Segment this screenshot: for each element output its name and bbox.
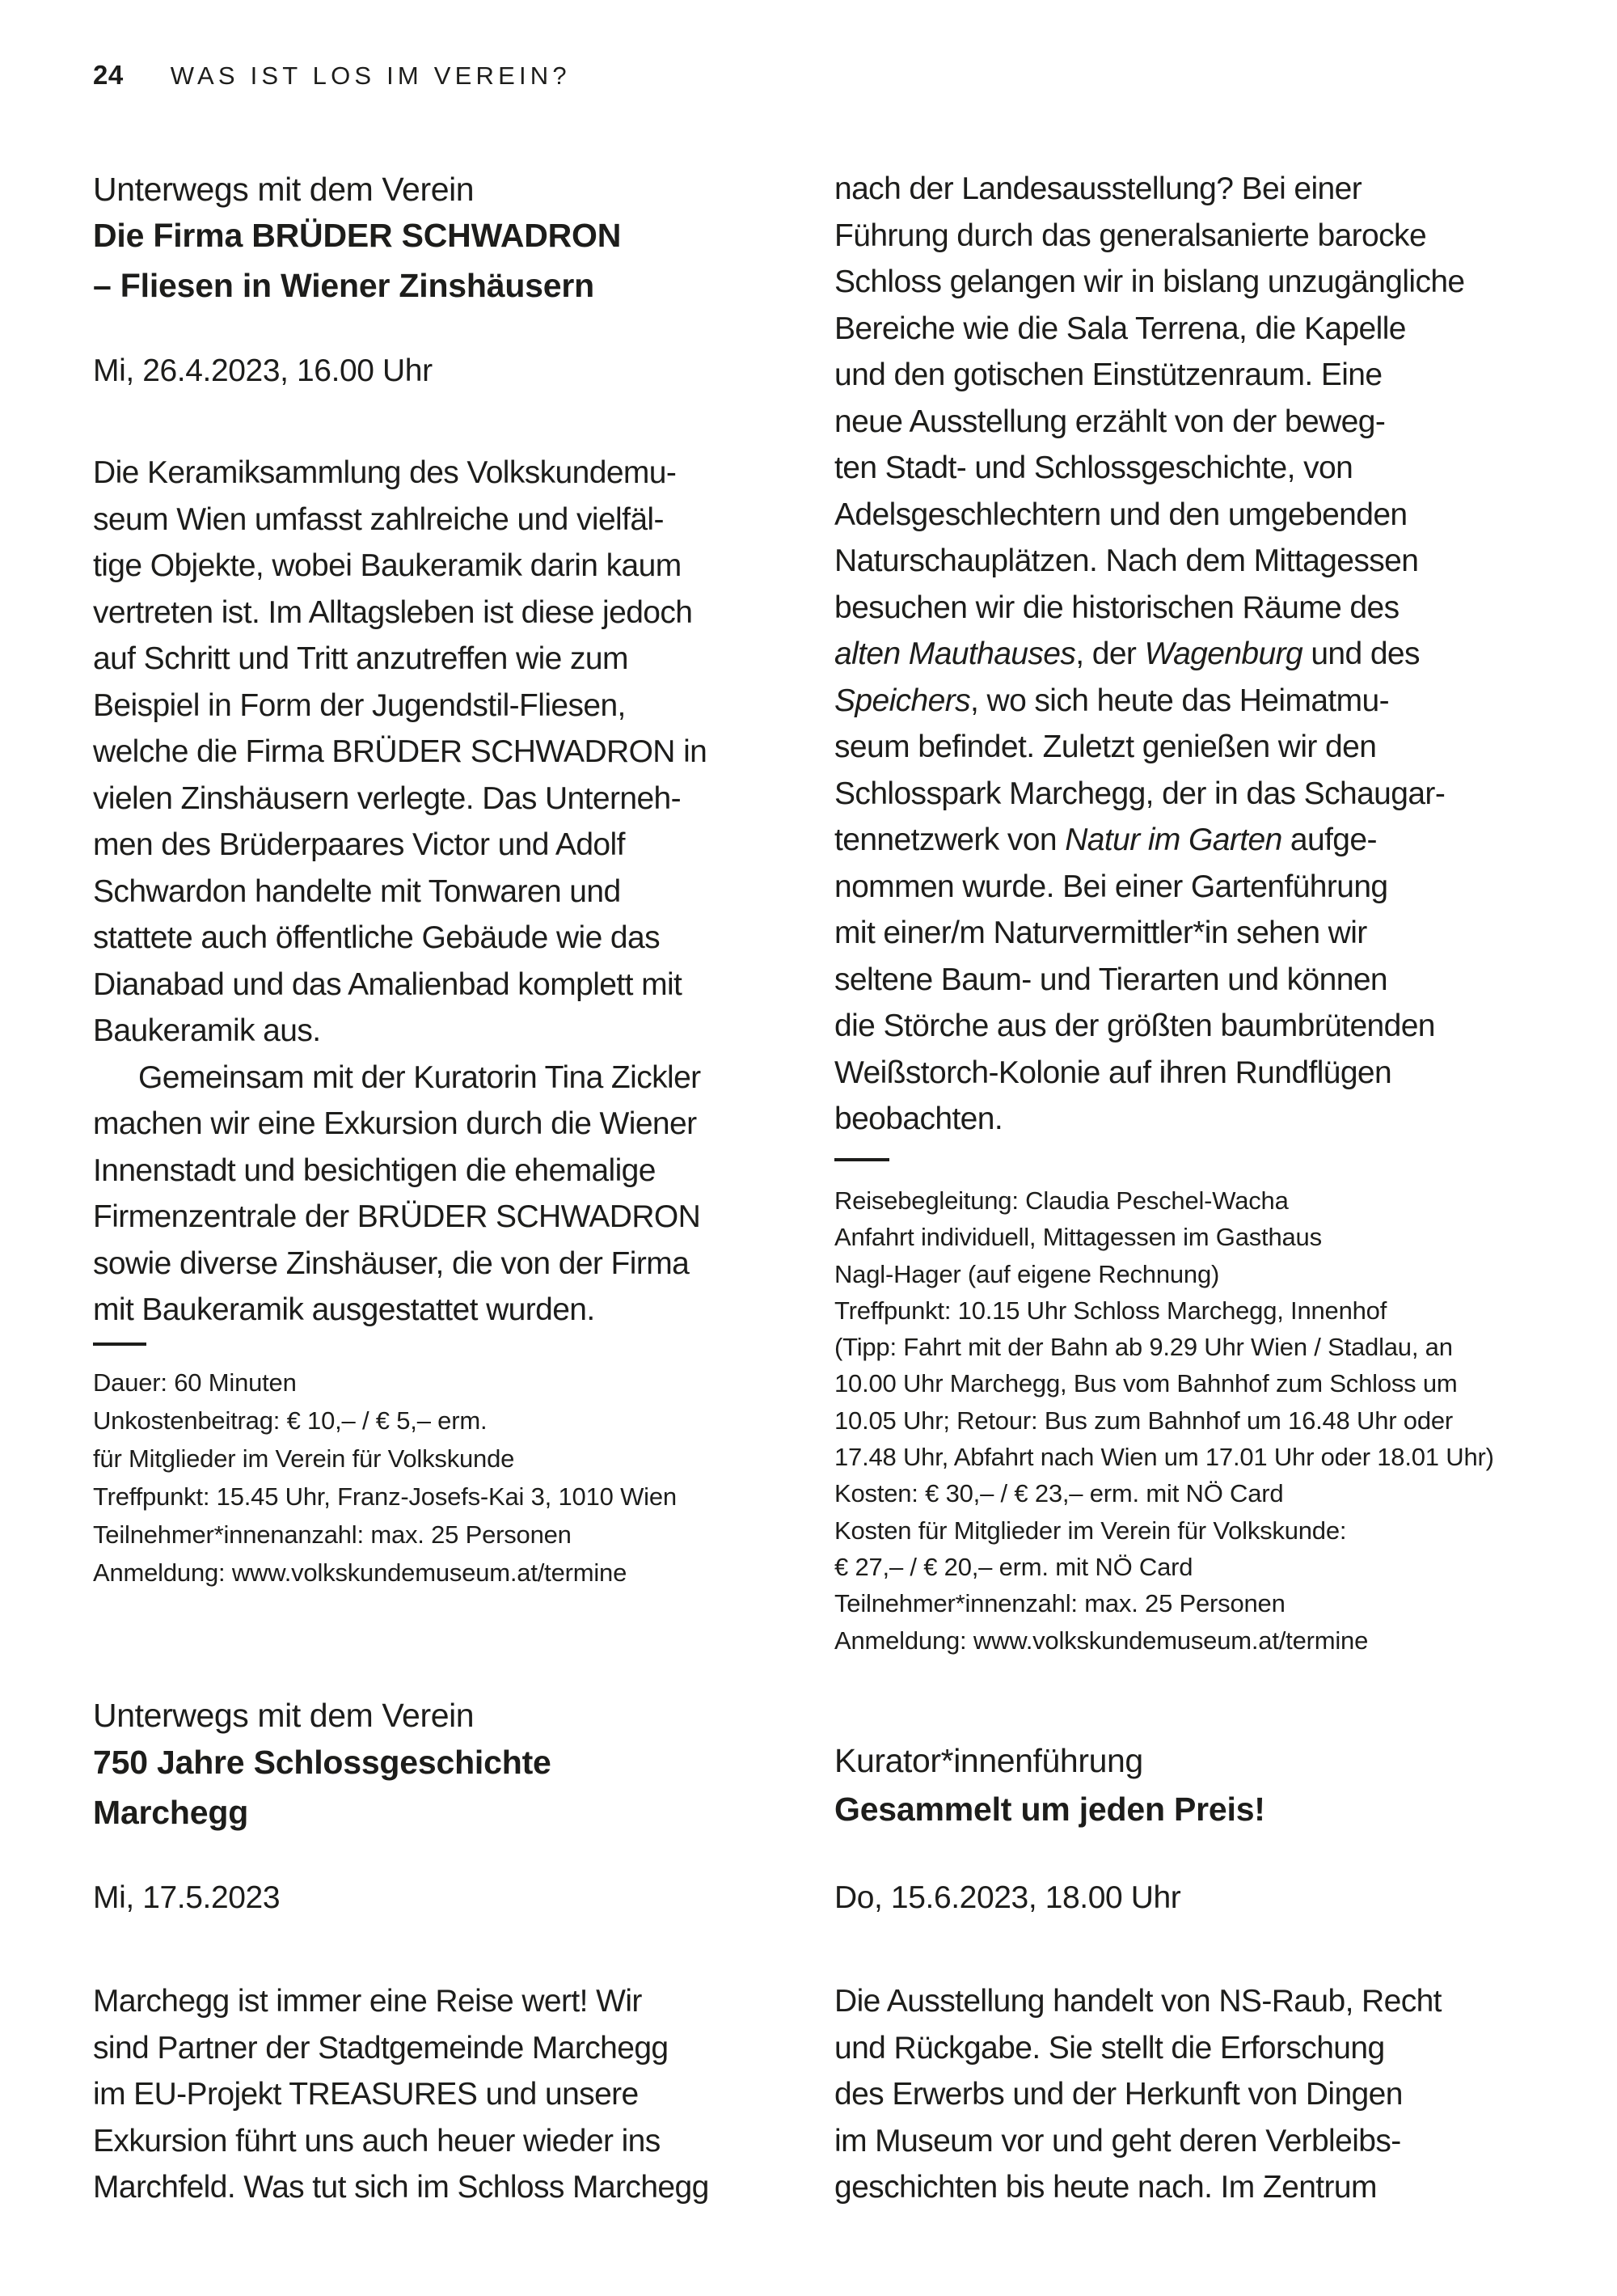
- text-line: machen wir eine Exkursion durch die Wiener: [93, 1106, 697, 1141]
- text-line: Schwardon handelte mit Tonwaren und: [93, 873, 621, 909]
- text-line: und den gotischen Einstützenraum. Eine: [834, 357, 1383, 392]
- text-line: (Tipp: Fahrt mit der Bahn ab 9.29 Uhr Wien / Stadlau, an: [834, 1333, 1453, 1362]
- text-line: Führung durch das generalsanierte barocke: [834, 218, 1427, 253]
- event-gesammelt-title: [834, 1784, 1554, 1834]
- text-line: Gesammelt um jeden Preis!: [834, 1791, 1265, 1828]
- text-line: Marchegg ist immer eine Reise wert! Wir: [93, 1984, 642, 2019]
- text-line: Baukeramik aus.: [93, 1013, 321, 1048]
- event-marchegg-kicker: Unterwegs mit dem Verein: [93, 1697, 475, 1734]
- text-line: Anmeldung: www.volkskundemuseum.at/termine: [834, 1626, 1369, 1655]
- event-schwadron-title: [93, 210, 813, 311]
- event-marchegg-continuation: [834, 166, 1554, 1143]
- text-line: Gemeinsam mit der Kuratorin Tina Zickler: [138, 1059, 701, 1095]
- text-line: Dauer: 60 Minuten: [93, 1368, 297, 1397]
- text-line: ten Stadt- und Schlossgeschichte, von: [834, 450, 1353, 485]
- event-gesammelt-date: Do, 15.6.2023, 18.00 Uhr: [834, 1880, 1181, 1915]
- event-gesammelt-body: [834, 1978, 1554, 2211]
- text-line: nach der Landesausstellung? Bei einer: [834, 171, 1362, 206]
- text-line: tennetzwerk von Natur im Garten aufge-: [834, 822, 1377, 857]
- text-line: Beispiel in Form der Jugendstil-Fliesen,: [93, 687, 626, 723]
- text-line: Kosten: € 30,– / € 23,– erm. mit NÖ Card: [834, 1479, 1284, 1508]
- text-line: Anfahrt individuell, Mittagessen im Gasthaus: [834, 1223, 1322, 1252]
- text-line: Speichers, wo sich heute das Heimatmu-: [834, 683, 1390, 718]
- text-line: im EU-Projekt TREASURES und unsere: [93, 2077, 639, 2112]
- event-marchegg-date: Mi, 17.5.2023: [93, 1880, 281, 1915]
- text-line: für Mitglieder im Verein für Volkskunde: [93, 1444, 515, 1473]
- text-line: beobachten.: [834, 1101, 1003, 1136]
- event-gesammelt-kicker: Kurator*innenführung: [834, 1742, 1143, 1779]
- text-line: Bereiche wie die Sala Terrena, die Kapelle: [834, 311, 1406, 346]
- text-line: Schloss gelangen wir in bislang unzugängliche: [834, 264, 1465, 299]
- text-line: neue Ausstellung erzählt von der beweg-: [834, 404, 1386, 439]
- text-line: Die Ausstellung handelt von NS-Raub, Recht: [834, 1984, 1442, 2019]
- text-line: 10.00 Uhr Marchegg, Bus vom Bahnhof zum Schloss um: [834, 1369, 1458, 1398]
- event-marchegg-body: [93, 1978, 813, 2211]
- text-line: besuchen wir die historischen Räume des: [834, 590, 1400, 625]
- text-line: mit einer/m Naturvermittler*in sehen wir: [834, 915, 1367, 950]
- text-line: € 27,– / € 20,– erm. mit NÖ Card: [834, 1552, 1193, 1581]
- event-schwadron-info: [93, 1364, 813, 1592]
- text-line: Adelsgeschlechtern und den umgebenden: [834, 497, 1408, 532]
- text-line: welche die Firma BRÜDER SCHWADRON in: [93, 734, 707, 769]
- event-marchegg-info: [834, 1182, 1554, 1659]
- text-line: Unkostenbeitrag: € 10,– / € 5,– erm.: [93, 1406, 488, 1435]
- text-line: Nagl-Hager (auf eigene Rechnung): [834, 1259, 1220, 1288]
- text-line: Die Keramiksammlung des Volkskundemu-: [93, 455, 677, 490]
- text-line: geschichten bis heute nach. Im Zentrum: [834, 2170, 1377, 2205]
- text-line: nommen wurde. Bei einer Gartenführung: [834, 869, 1388, 904]
- text-line: Naturschauplätzen. Nach dem Mittagessen: [834, 543, 1419, 578]
- text-line: Innenstadt und besichtigen die ehemalige: [93, 1152, 656, 1188]
- section-divider: [834, 1158, 889, 1161]
- event-schwadron-kicker: Unterwegs mit dem Verein: [93, 171, 475, 208]
- text-line: Die Firma BRÜDER SCHWADRON: [93, 217, 622, 254]
- text-line: 750 Jahre Schlossgeschichte: [93, 1744, 551, 1781]
- text-line: vielen Zinshäusern verlegte. Das Unterneh-: [93, 780, 682, 816]
- text-line: seum Wien umfasst zahlreiche und vielfäl-: [93, 501, 664, 537]
- text-line: Schlosspark Marchegg, der in das Schaugar-: [834, 776, 1446, 811]
- text-line: sind Partner der Stadtgemeinde Marchegg: [93, 2030, 669, 2066]
- text-line: sowie diverse Zinshäuser, die von der Firma: [93, 1245, 690, 1281]
- text-line: Firmenzentrale der BRÜDER SCHWADRON: [93, 1199, 701, 1234]
- text-line: Anmeldung: www.volkskundemuseum.at/termine: [93, 1558, 627, 1587]
- text-line: im Museum vor und geht deren Verbleibs-: [834, 2123, 1401, 2159]
- text-line: Reisebegleitung: Claudia Peschel-Wacha: [834, 1186, 1289, 1215]
- text-line: Teilnehmer*innenzahl: max. 25 Personen: [834, 1589, 1286, 1618]
- text-line: Exkursion führt uns auch heuer wieder ins: [93, 2123, 661, 2159]
- page-number: 24: [93, 60, 124, 90]
- text-line: 17.48 Uhr, Abfahrt nach Wien um 17.01 Uhr oder 18.01 Uhr): [834, 1443, 1494, 1472]
- text-line: Teilnehmer*innenanzahl: max. 25 Personen: [93, 1520, 572, 1549]
- text-line: auf Schritt und Tritt anzutreffen wie zum: [93, 641, 628, 676]
- section-divider: [93, 1343, 146, 1346]
- text-line: men des Brüderpaares Victor und Adolf: [93, 827, 625, 862]
- event-schwadron-body: [93, 450, 813, 1334]
- event-marchegg-title: [93, 1737, 813, 1837]
- text-line: Marchfeld. Was tut sich im Schloss Marchegg: [93, 2170, 709, 2205]
- text-line: Treffpunkt: 10.15 Uhr Schloss Marchegg, Innenhof: [834, 1296, 1387, 1325]
- running-head: WAS IST LOS IM VEREIN?: [170, 61, 571, 90]
- text-line: vertreten ist. Im Alltagsleben ist diese jedoch: [93, 594, 693, 630]
- text-line: des Erwerbs und der Herkunft von Dingen: [834, 2077, 1403, 2112]
- text-line: Dianabad und das Amalienbad komplett mit: [93, 966, 682, 1002]
- text-line: Weißstorch-Kolonie auf ihren Rundflügen: [834, 1055, 1392, 1090]
- text-line: alten Mauthauses, der Wagenburg und des: [834, 636, 1420, 671]
- text-line: Marchegg: [93, 1794, 249, 1831]
- text-line: tige Objekte, wobei Baukeramik darin kaum: [93, 548, 682, 583]
- text-line: und Rückgabe. Sie stellt die Erforschung: [834, 2030, 1385, 2066]
- event-schwadron-date: Mi, 26.4.2023, 16.00 Uhr: [93, 353, 433, 388]
- text-line: seltene Baum- und Tierarten und können: [834, 962, 1387, 997]
- text-line: Kosten für Mitglieder im Verein für Volkskunde:: [834, 1516, 1347, 1545]
- text-line: 10.05 Uhr; Retour: Bus zum Bahnhof um 16.48 Uhr oder: [834, 1406, 1454, 1435]
- text-line: Treffpunkt: 15.45 Uhr, Franz-Josefs-Kai 3, 1010 Wien: [93, 1482, 677, 1511]
- text-line: seum befindet. Zuletzt genießen wir den: [834, 729, 1377, 764]
- text-line: – Fliesen in Wiener Zinshäusern: [93, 267, 594, 304]
- text-line: stattete auch öffentliche Gebäude wie das: [93, 920, 661, 955]
- text-line: mit Baukeramik ausgestattet wurden.: [93, 1292, 595, 1327]
- page-header: [93, 60, 571, 91]
- text-line: die Störche aus der größten baumbrütenden: [834, 1008, 1435, 1043]
